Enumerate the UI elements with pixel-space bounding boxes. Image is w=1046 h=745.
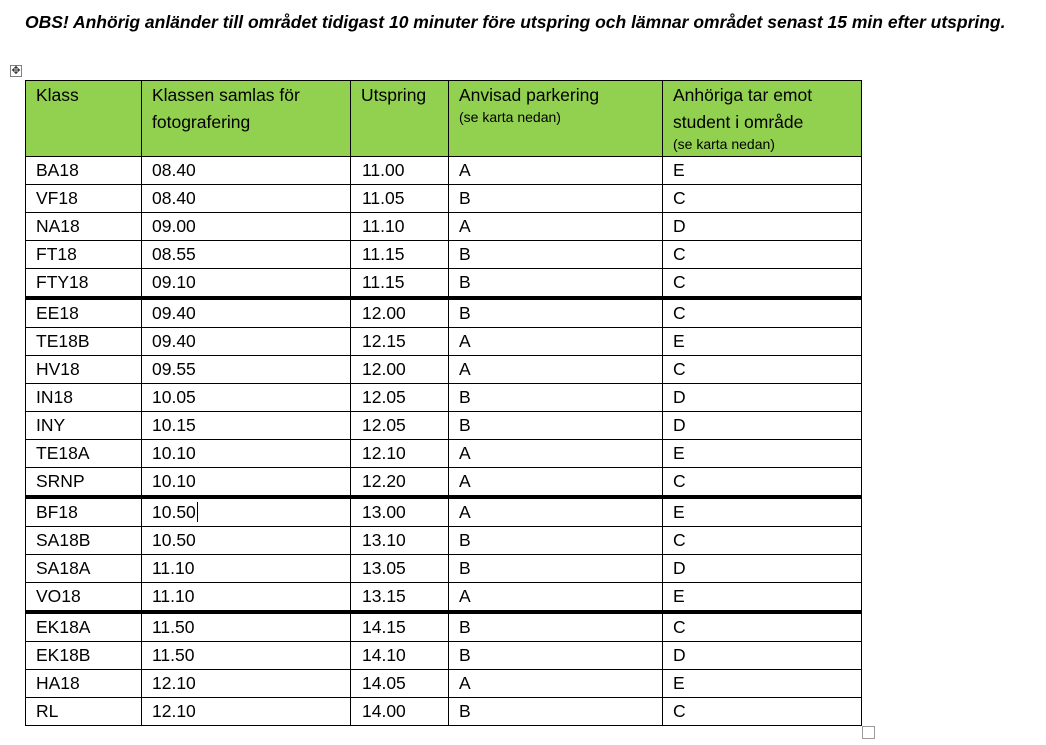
cell-samlas[interactable]: 08.40 [142, 157, 351, 185]
cell-utspring[interactable]: 13.15 [351, 583, 449, 613]
cell-klass[interactable]: BA18 [26, 157, 142, 185]
cell-utspring[interactable]: 12.20 [351, 468, 449, 498]
cell-klass[interactable]: SA18A [26, 555, 142, 583]
table-row [26, 213, 862, 241]
cell-utspring[interactable]: 12.15 [351, 328, 449, 356]
cell-parkering[interactable]: A [449, 328, 663, 356]
cell-utspring[interactable]: 11.00 [351, 157, 449, 185]
cell-parkering[interactable]: B [449, 527, 663, 555]
table-row [26, 241, 862, 269]
cell-utspring[interactable]: 14.15 [351, 612, 449, 642]
cell-klass[interactable]: IN18 [26, 384, 142, 412]
cell-klass[interactable]: HV18 [26, 356, 142, 384]
cell-utspring[interactable]: 12.10 [351, 440, 449, 468]
cell-omrade[interactable]: E [663, 157, 862, 185]
cell-parkering[interactable]: B [449, 412, 663, 440]
header-anhoriga-note: (se karta nedan) [673, 136, 775, 152]
header-parkering: Anvisad parkering (se karta nedan) [449, 81, 663, 157]
cell-klass[interactable]: SA18B [26, 527, 142, 555]
table-row [26, 185, 862, 213]
cell-omrade[interactable]: E [663, 497, 862, 527]
table-row [26, 468, 862, 498]
header-utspring: Utspring [351, 81, 449, 157]
table-row [26, 583, 862, 613]
cell-omrade[interactable]: E [663, 583, 862, 613]
cell-samlas[interactable]: 09.55 [142, 356, 351, 384]
cell-samlas[interactable]: 10.15 [142, 412, 351, 440]
cell-utspring[interactable]: 12.00 [351, 356, 449, 384]
cell-omrade[interactable]: C [663, 698, 862, 726]
cell-parkering[interactable]: B [449, 612, 663, 642]
cell-klass[interactable]: VF18 [26, 185, 142, 213]
cell-samlas[interactable]: 10.10 [142, 468, 351, 498]
cell-omrade[interactable]: D [663, 384, 862, 412]
cell-omrade[interactable]: D [663, 642, 862, 670]
cell-omrade[interactable]: C [663, 468, 862, 498]
cell-parkering[interactable]: B [449, 269, 663, 299]
cell-parkering[interactable]: A [449, 468, 663, 498]
cell-klass[interactable]: RL [26, 698, 142, 726]
cell-omrade[interactable]: C [663, 356, 862, 384]
table-row [26, 412, 862, 440]
cell-parkering[interactable]: B [449, 555, 663, 583]
cell-parkering[interactable]: A [449, 356, 663, 384]
cell-samlas[interactable]: 11.10 [142, 583, 351, 613]
table-row [26, 356, 862, 384]
cell-parkering[interactable]: A [449, 497, 663, 527]
cell-omrade[interactable]: D [663, 213, 862, 241]
table-row [26, 612, 862, 642]
table-row [26, 497, 862, 527]
header-anhoriga: Anhöriga tar emot student i område (se karta nedan) [663, 81, 862, 157]
cell-omrade[interactable]: C [663, 527, 862, 555]
cell-parkering[interactable]: B [449, 642, 663, 670]
cell-klass[interactable]: HA18 [26, 670, 142, 698]
cell-klass[interactable]: FT18 [26, 241, 142, 269]
cell-samlas[interactable]: 10.10 [142, 440, 351, 468]
cell-parkering[interactable]: B [449, 698, 663, 726]
cell-parkering[interactable]: A [449, 213, 663, 241]
cell-utspring[interactable]: 13.00 [351, 497, 449, 527]
cell-utspring[interactable]: 14.10 [351, 642, 449, 670]
cell-klass[interactable]: VO18 [26, 583, 142, 613]
cell-utspring[interactable]: 12.00 [351, 298, 449, 328]
cell-samlas[interactable]: 09.10 [142, 269, 351, 299]
cell-parkering[interactable]: B [449, 185, 663, 213]
cell-omrade[interactable]: C [663, 241, 862, 269]
header-klass: Klass [26, 81, 142, 157]
cell-samlas[interactable]: 11.50 [142, 642, 351, 670]
cell-omrade[interactable]: C [663, 612, 862, 642]
cell-klass[interactable]: EE18 [26, 298, 142, 328]
text-cursor [197, 502, 198, 522]
table-row [26, 555, 862, 583]
cell-klass[interactable]: BF18 [26, 497, 142, 527]
table-row [26, 328, 862, 356]
cell-klass[interactable]: TE18A [26, 440, 142, 468]
cell-klass[interactable]: EK18B [26, 642, 142, 670]
cell-samlas[interactable]: 08.40 [142, 185, 351, 213]
cell-omrade[interactable]: D [663, 412, 862, 440]
cell-parkering[interactable]: B [449, 384, 663, 412]
cell-utspring[interactable]: 11.05 [351, 185, 449, 213]
cell-samlas-value: 10.50 [152, 502, 196, 522]
cell-utspring[interactable]: 14.05 [351, 670, 449, 698]
cell-omrade[interactable]: D [663, 555, 862, 583]
cell-samlas[interactable]: 09.40 [142, 328, 351, 356]
cell-samlas[interactable]: 09.40 [142, 298, 351, 328]
header-samlas: Klassen samlas för fotografering [142, 81, 351, 157]
cell-utspring[interactable]: 14.00 [351, 698, 449, 726]
table-row [26, 298, 862, 328]
cell-omrade[interactable]: E [663, 440, 862, 468]
cell-samlas[interactable]: 11.10 [142, 555, 351, 583]
notice-text: OBS! Anhörig anländer till området tidigast 10 minuter före utspring och lämnar området senast 15 min efter utspring. [25, 12, 1006, 32]
cell-parkering[interactable]: A [449, 157, 663, 185]
cell-samlas-active[interactable] [142, 497, 351, 527]
cell-omrade[interactable]: E [663, 670, 862, 698]
cell-parkering[interactable]: B [449, 298, 663, 328]
cell-klass[interactable]: SRNP [26, 468, 142, 498]
cell-klass[interactable]: NA18 [26, 213, 142, 241]
header-parkering-note: (se karta nedan) [459, 109, 561, 125]
table-header-row [26, 81, 862, 157]
cell-parkering[interactable]: B [449, 241, 663, 269]
table-row [26, 670, 862, 698]
cell-utspring[interactable]: 11.15 [351, 241, 449, 269]
cell-samlas[interactable]: 10.50 [142, 527, 351, 555]
cell-utspring[interactable]: 11.10 [351, 213, 449, 241]
cell-samlas[interactable]: 12.10 [142, 698, 351, 726]
cell-utspring[interactable]: 13.05 [351, 555, 449, 583]
table-resize-handle[interactable] [862, 726, 875, 739]
table-row [26, 527, 862, 555]
cell-klass[interactable]: EK18A [26, 612, 142, 642]
cell-omrade[interactable]: C [663, 298, 862, 328]
table-row [26, 269, 862, 299]
cell-utspring[interactable]: 12.05 [351, 384, 449, 412]
schedule-table [25, 80, 862, 726]
table-row [26, 698, 862, 726]
cell-omrade[interactable]: C [663, 269, 862, 299]
cell-utspring[interactable]: 13.10 [351, 527, 449, 555]
table-row [26, 642, 862, 670]
cell-samlas[interactable]: 10.05 [142, 384, 351, 412]
cell-parkering[interactable]: A [449, 440, 663, 468]
cell-klass[interactable]: INY [26, 412, 142, 440]
table-row [26, 440, 862, 468]
cell-omrade[interactable]: C [663, 185, 862, 213]
table-row [26, 384, 862, 412]
cell-samlas[interactable]: 08.55 [142, 241, 351, 269]
table-move-handle-icon[interactable]: ✥ [11, 65, 21, 77]
cell-samlas[interactable]: 12.10 [142, 670, 351, 698]
table-row [26, 157, 862, 185]
cell-samlas[interactable]: 09.00 [142, 213, 351, 241]
cell-klass[interactable]: TE18B [26, 328, 142, 356]
cell-utspring[interactable]: 11.15 [351, 269, 449, 299]
cell-omrade[interactable]: E [663, 328, 862, 356]
cell-utspring[interactable]: 12.05 [351, 412, 449, 440]
cell-parkering[interactable]: A [449, 583, 663, 613]
cell-klass[interactable]: FTY18 [26, 269, 142, 299]
cell-samlas[interactable]: 11.50 [142, 612, 351, 642]
cell-parkering[interactable]: A [449, 670, 663, 698]
